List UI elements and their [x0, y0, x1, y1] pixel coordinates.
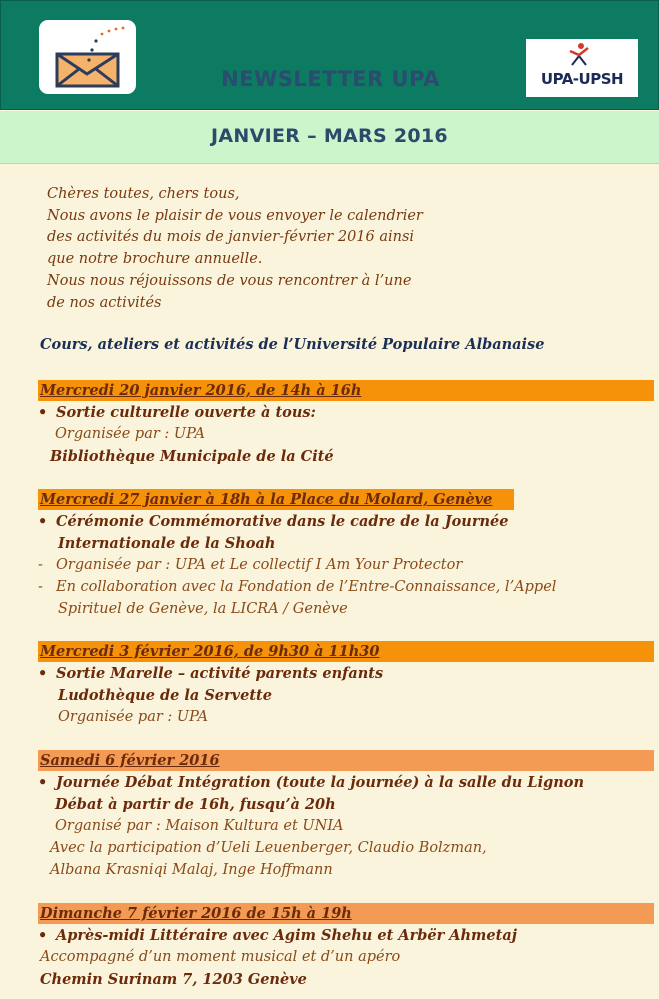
event-date: Dimanche 7 février 2016 de 15h à 19h: [40, 905, 352, 922]
bullet-icon: •: [38, 665, 48, 682]
event-line-text: Débat à partir de 16h, fusqu’à 20h: [55, 796, 336, 813]
event-line: [55, 816, 344, 838]
event-line-text: Organisée par : UPA: [55, 426, 206, 442]
event-line: [38, 663, 383, 685]
event-line-text: Spirituel de Genève, la LICRA / Genève: [58, 601, 348, 617]
event-line: [55, 424, 205, 446]
event-line-text: En collaboration avec la Fondation de l’Entre-Connaissance, l’Appel: [56, 579, 557, 595]
event-line: [38, 555, 462, 577]
period-title: JANVIER – MARS 2016: [211, 125, 448, 147]
intro-line: que notre brochure annuelle.: [47, 251, 263, 268]
event-line-text: Après-midi Littéraire avec Agim Shehu et Arbër Ahmetaj: [56, 927, 517, 944]
intro-paragraph: [47, 184, 423, 314]
event-line-text: Sortie culturelle ouverte à tous:: [56, 404, 316, 421]
bullet-icon: •: [38, 404, 48, 421]
event-line: [38, 402, 316, 424]
bullet-icon: •: [38, 513, 48, 530]
event-line-text: Bibliothèque Municipale de la Cité: [50, 448, 334, 465]
event-line-text: Albana Krasniqi Malaj, Inge Hoffmann: [50, 862, 333, 878]
event-line-text: Internationale de la Shoah: [58, 535, 276, 552]
newsletter-title: NEWSLETTER UPA: [221, 67, 440, 91]
event-line-text: Organisé par : Maison Kultura et UNIA: [55, 818, 344, 834]
event-line: [40, 947, 400, 969]
event-line: [38, 772, 584, 794]
intro-line: Nous avons le plaisir de vous envoyer le calendrier: [47, 207, 423, 224]
event-date-bar: [38, 903, 654, 924]
event-line-text: Journée Débat Intégration (toute la journée) à la salle du Lignon: [56, 774, 584, 791]
event-line: [58, 707, 208, 729]
dash-marker: -: [38, 579, 43, 595]
event-line-text: Organisée par : UPA et Le collectif I Am Your Protector: [56, 557, 463, 573]
section-heading: Cours, ateliers et activités de l’Université Populaire Albanaise: [40, 336, 545, 353]
event-line: [50, 860, 333, 882]
event-date-bar: [38, 380, 654, 401]
event-line: [50, 446, 334, 468]
event-line-text: Chemin Surinam 7, 1203 Genève: [40, 971, 307, 988]
intro-line: Nous nous réjouissons de vous rencontrer à l’une: [47, 272, 412, 289]
event-line-text: Accompagné d’un moment musical et d’un apéro: [40, 949, 401, 965]
event-line-text: Avec la participation d’Ueli Leuenberger, Claudio Bolzman,: [50, 840, 487, 856]
event-date-bar: [38, 750, 654, 771]
event-line-text: Cérémonie Commémorative dans le cadre de la Journée: [56, 513, 509, 530]
event-line: [50, 838, 487, 860]
event-line: [38, 577, 556, 599]
intro-line: de nos activités: [47, 294, 162, 311]
event-date: Mercredi 27 janvier à 18h à la Place du Molard, Genève: [40, 491, 493, 508]
event-line: [58, 685, 272, 707]
event-line: [58, 533, 275, 555]
dash-marker: -: [38, 557, 43, 573]
event-line: [38, 925, 517, 947]
event-line-text: Organisée par : UPA: [58, 709, 209, 725]
event-date-bar: [38, 641, 654, 662]
event-line: [40, 969, 307, 991]
event-line: [55, 794, 336, 816]
event-date: Samedi 6 février 2016: [40, 752, 220, 769]
event-date: Mercredi 3 février 2016, de 9h30 à 11h30: [40, 643, 380, 660]
bullet-icon: •: [38, 927, 48, 944]
upa-upsh-logo-text: UPA-UPSH: [540, 70, 624, 88]
upa-upsh-logo: [526, 39, 638, 97]
newsletter-header: [0, 0, 659, 110]
event-line: [38, 511, 508, 533]
intro-line: des activités du mois de janvier-février 2016 ainsi: [47, 229, 415, 246]
event-line: [58, 599, 348, 621]
event-date-bar: [38, 489, 514, 510]
bullet-icon: •: [38, 774, 48, 791]
period-banner: [0, 111, 659, 164]
event-line-text: Ludothèque de la Servette: [58, 687, 272, 704]
event-date: Mercredi 20 janvier 2016, de 14h à 16h: [40, 382, 362, 399]
event-line-text: Sortie Marelle – activité parents enfants: [56, 665, 384, 682]
intro-line: Chères toutes, chers tous,: [47, 186, 240, 202]
person-figure-icon: [526, 39, 638, 73]
